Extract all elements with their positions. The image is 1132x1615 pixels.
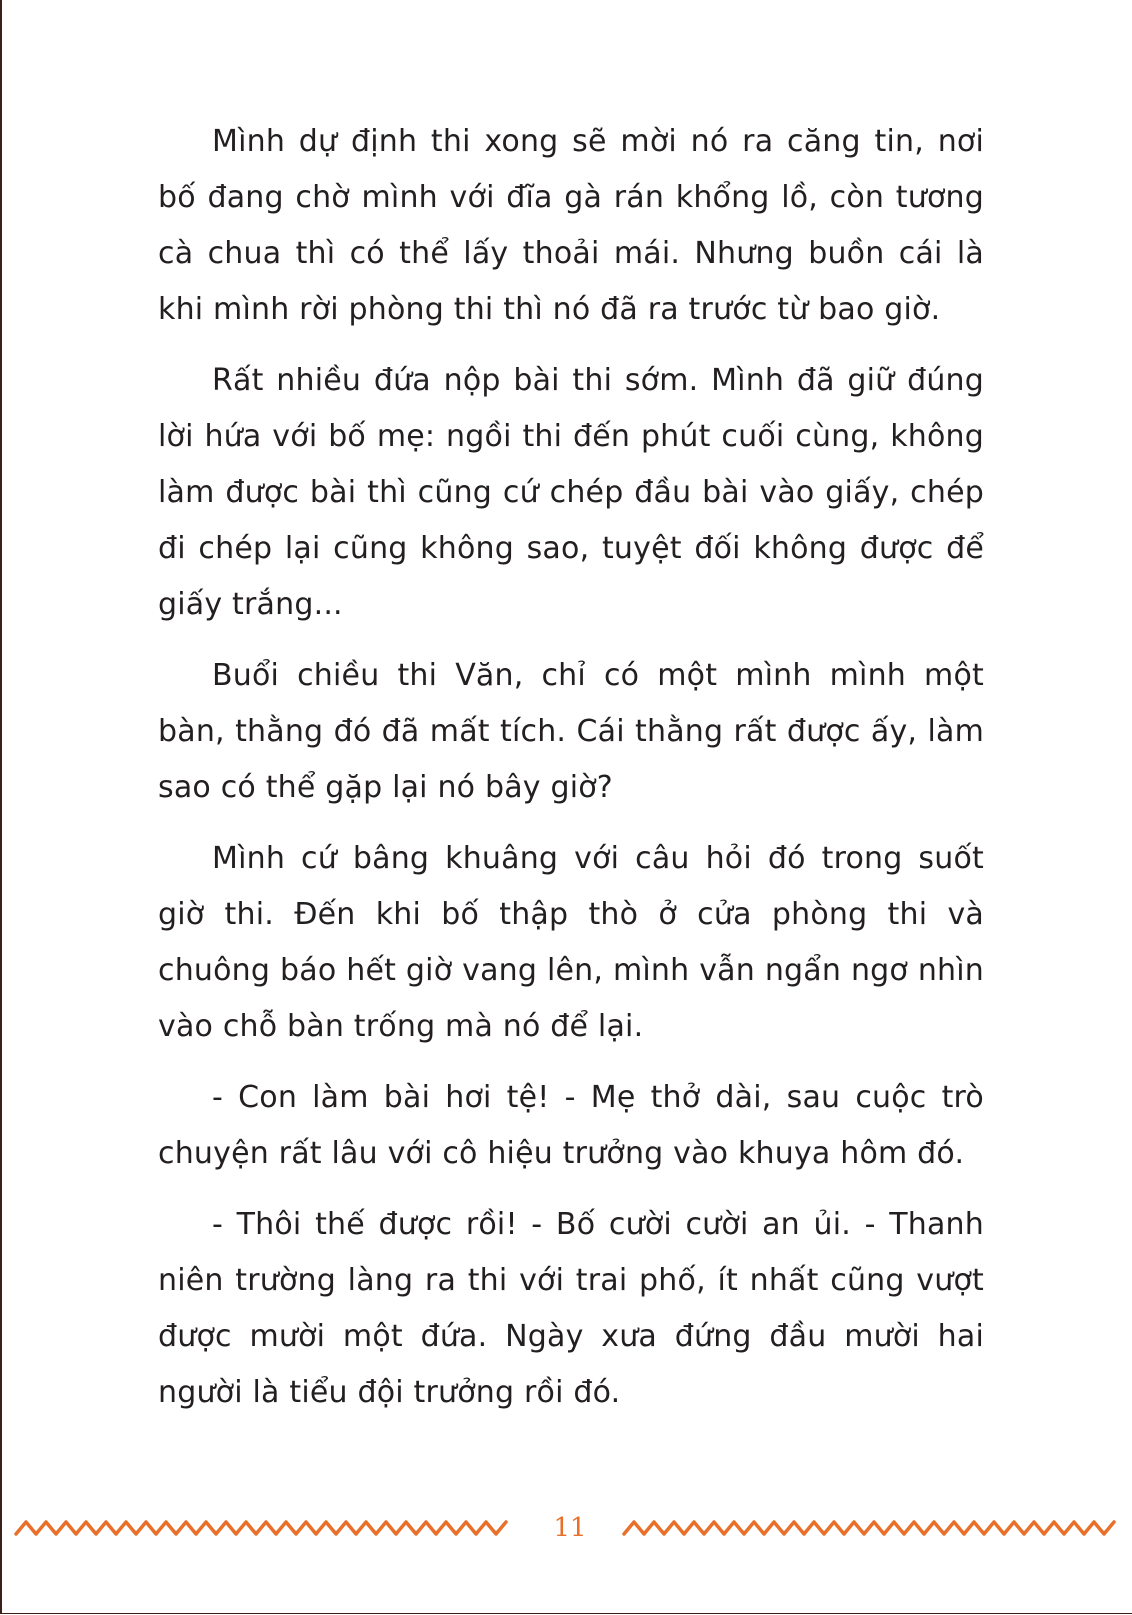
paragraph-5: - Con làm bài hơi tệ! - Mẹ thở dài, sau cuộc trò chuyện rất lâu với cô hiệu trưởng vào khuya hôm đó.: [158, 1080, 984, 1171]
paragraph-2: Rất nhiều đứa nộp bài thi sớm. Mình đã giữ đúng lời hứa với bố mẹ: ngồi thi đến phút cuối cùng, không làm được bài thì cũng cứ chép đầu bài vào giấy, chép đi chép lại cũng không sao, tuyệt đối không được để giấy trắng...: [158, 363, 984, 622]
paragraph-4: Mình cứ bâng khuâng với câu hỏi đó trong suốt giờ thi. Đến khi bố thập thò ở cửa phòng thi và chuông báo hết giờ vang lên, mình vẫn ngẩn ngơ nhìn vào chỗ bàn trống mà nó để lại.: [158, 841, 984, 1044]
paragraph-6: - Thôi thế được rồi! - Bố cười cười an ủi. - Thanh niên trường làng ra thi với trai phố, ít nhất cũng vượt được mười một đứa. Ngày xưa đứng đầu mười hai người là tiểu đội trưởng rồi đó.: [158, 1207, 984, 1410]
page-footer: [0, 1508, 1132, 1548]
page-number: 11: [553, 1513, 587, 1543]
paragraph-3: Buổi chiều thi Văn, chỉ có một mình mình một bàn, thằng đó đã mất tích. Cái thằng rất được ấy, làm sao có thể gặp lại nó bây giờ?: [158, 658, 984, 805]
zigzag-ornament-left: [14, 1516, 514, 1540]
paragraph-1: Mình dự định thi xong sẽ mời nó ra căng tin, nơi bố đang chờ mình với đĩa gà rán khổng lồ, còn tương cà chua thì có thể lấy thoải mái. Nhưng buồn cái là khi mình rời phòng thi thì nó đã ra trước từ bao giờ.: [158, 124, 984, 327]
zigzag-ornament-right: [622, 1516, 1122, 1540]
page-body: [158, 114, 984, 1436]
